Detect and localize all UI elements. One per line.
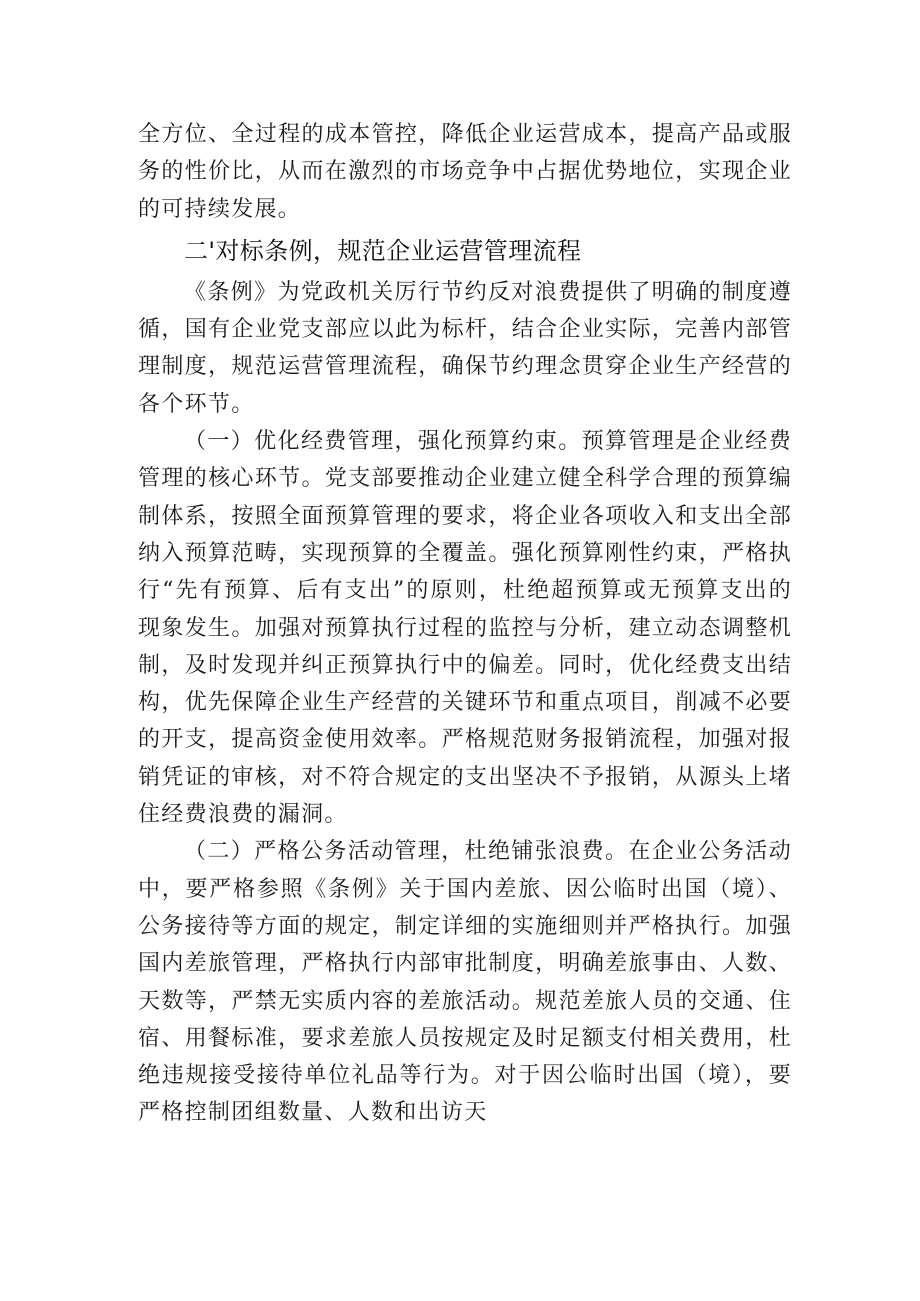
section-heading: 二'对标条例，规范企业运营管理流程 bbox=[184, 236, 582, 265]
document-body bbox=[138, 116, 792, 1132]
paragraph-budget-management: （一）优化经费管理，强化预算约束。预算管理是企业经费管理的核心环节。党支部要推动企业建立健全科学合理的预算编制体系，按照全面预算管理的要求，将企业各项收入和支出全部纳入预算范畴，实现预算的全覆盖。强化预算刚性约束，严格执行“先有预算、后有支出”的原则，杜绝超预算或无预算支出的现象发生。加强对预算执行过程的监控与分析，建立动态调整机制，及时发现并纠正预算执行中的偏差。同时，优化经费支出结构，优先保障企业生产经营的关键环节和重点项目，削减不必要的开支，提高资金使用效率。严格规范财务报销流程，加强对报销凭证的审核，对不符合规定的支出坚决不予报销，从源头上堵住经费浪费的漏洞。 bbox=[138, 429, 792, 828]
paragraph-continuation: 全方位、全过程的成本管控，降低企业运营成本，提高产品或服务的性价比，从而在激烈的市场竞争中占据优势地位，实现企业的可持续发展。 bbox=[138, 122, 792, 222]
paragraph-official-activities: （二）严格公务活动管理，杜绝铺张浪费。在企业公务活动中，要严格参照《条例》关于国内差旅、因公临时出国（境）、公务接待等方面的规定，制定详细的实施细则并严格执行。加强国内差旅管理，严格执行内部审批制度，明确差旅事由、人数、天数等，严禁无实质内容的差旅活动。规范差旅人员的交通、住宿、用餐标准，要求差旅人员按规定及时足额支付相关费用，杜绝违规接受接待单位礼品等行为。对于因公临时出国（境），要严格控制团组数量、人数和出访天 bbox=[138, 839, 792, 1126]
paragraph-intro: 《条例》为党政机关厉行节约反对浪费提供了明确的制度遵循，国有企业党支部应以此为标杆，结合企业实际，完善内部管理制度，规范运营管理流程，确保节约理念贯穿企业生产经营的各个环节。 bbox=[138, 279, 792, 417]
